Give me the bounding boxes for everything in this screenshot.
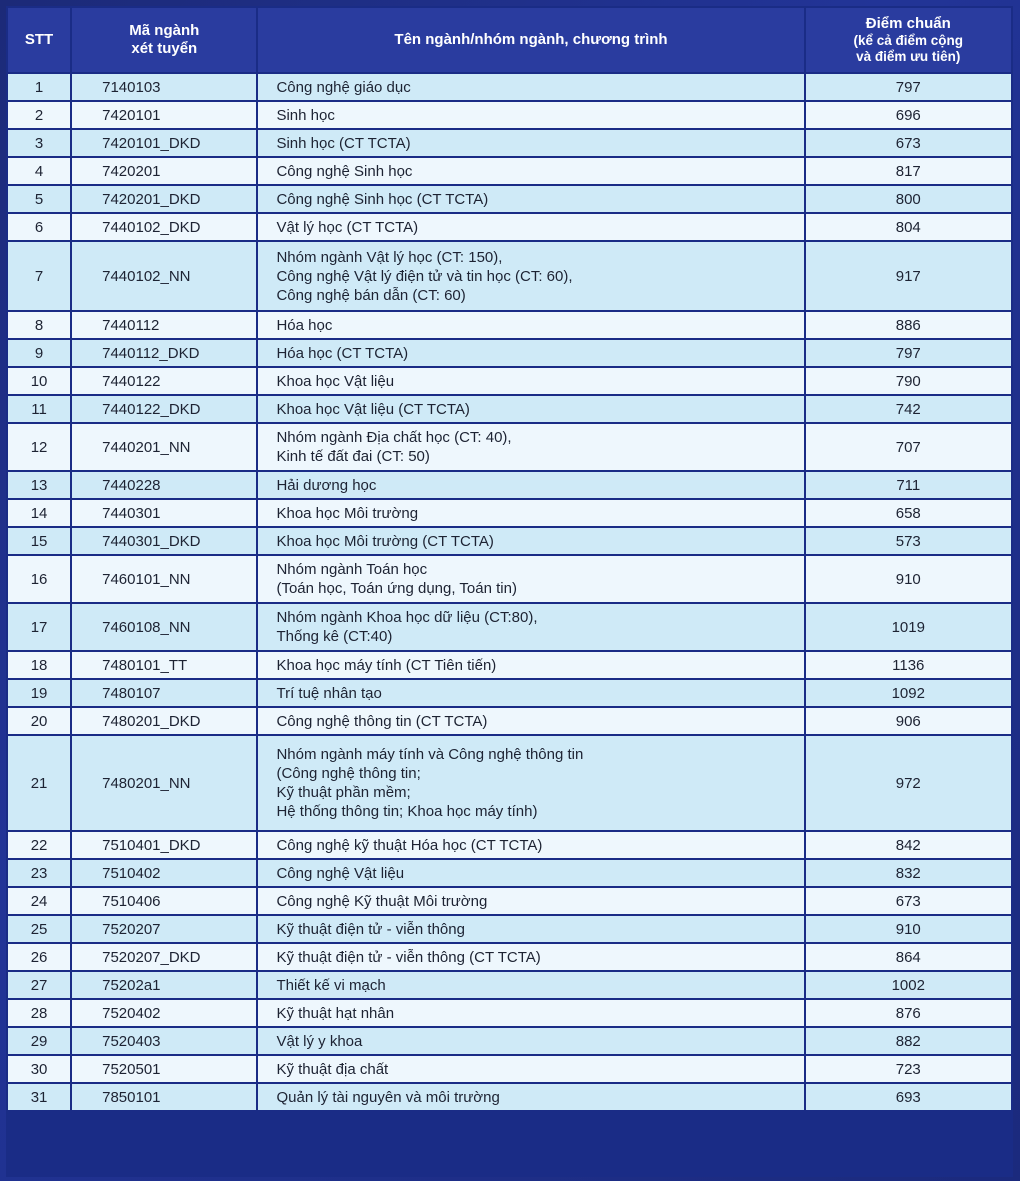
cell-name-line: Công nghệ kỹ thuật Hóa học (CT TCTA) — [276, 836, 543, 854]
cell-stt: 13 — [8, 472, 70, 498]
cell-name — [258, 242, 803, 310]
cell-name — [258, 832, 803, 858]
table-row — [8, 604, 1011, 650]
cell-name — [258, 1084, 803, 1110]
cell-name-line: Khoa học Môi trường — [276, 504, 419, 522]
cell-name — [258, 102, 803, 128]
cell-code: 7440122 — [72, 368, 256, 394]
cell-name — [258, 1056, 803, 1082]
cell-code: 7850101 — [72, 1084, 256, 1110]
table-row — [8, 1000, 1011, 1026]
cell-score: 693 — [806, 1084, 1011, 1110]
cell-code: 7520207_DKD — [72, 944, 256, 970]
cell-score: 742 — [806, 396, 1011, 422]
cell-name-line: Khoa học Vật liệu (CT TCTA) — [276, 400, 470, 418]
cell-name — [258, 158, 803, 184]
header-score-line2: (kể cả điểm cộng — [853, 33, 964, 48]
cell-score: 876 — [806, 1000, 1011, 1026]
cell-stt: 15 — [8, 528, 70, 554]
cell-name — [258, 888, 803, 914]
cell-name-line: Khoa học Môi trường (CT TCTA) — [276, 532, 494, 550]
cell-name-line: Công nghệ bán dẫn (CT: 60) — [276, 286, 466, 304]
admission-score-table — [6, 6, 1013, 1112]
cell-name-line: Nhóm ngành Toán học — [276, 561, 428, 578]
cell-name-line: Thiết kế vi mạch — [276, 976, 386, 994]
cell-score: 673 — [806, 130, 1011, 156]
cell-stt: 24 — [8, 888, 70, 914]
cell-name-line: Hóa học (CT TCTA) — [276, 344, 409, 362]
cell-name — [258, 1000, 803, 1026]
cell-name — [258, 424, 803, 470]
cell-score: 1019 — [806, 604, 1011, 650]
cell-code: 7480101_TT — [72, 652, 256, 678]
table-row — [8, 368, 1011, 394]
cell-score: 832 — [806, 860, 1011, 886]
cell-score: 573 — [806, 528, 1011, 554]
cell-code: 7420201_DKD — [72, 186, 256, 212]
cell-code: 75202a1 — [72, 972, 256, 998]
table-row — [8, 736, 1011, 830]
cell-name — [258, 340, 803, 366]
cell-score: 723 — [806, 1056, 1011, 1082]
cell-score: 910 — [806, 556, 1011, 602]
cell-stt: 6 — [8, 214, 70, 240]
table-row — [8, 74, 1011, 100]
cell-score: 906 — [806, 708, 1011, 734]
cell-code: 7440228 — [72, 472, 256, 498]
cell-code: 7520207 — [72, 916, 256, 942]
cell-stt: 27 — [8, 972, 70, 998]
table-row — [8, 500, 1011, 526]
cell-code: 7440102_NN — [72, 242, 256, 310]
cell-name — [258, 680, 803, 706]
cell-code: 7480201_NN — [72, 736, 256, 830]
cell-stt: 16 — [8, 556, 70, 602]
cell-stt: 21 — [8, 736, 70, 830]
cell-stt: 17 — [8, 604, 70, 650]
cell-code: 7520501 — [72, 1056, 256, 1082]
cell-name-line: (Công nghệ thông tin; — [276, 765, 421, 782]
cell-name-line: Khoa học Vật liệu — [276, 372, 395, 390]
cell-score: 817 — [806, 158, 1011, 184]
cell-score: 696 — [806, 102, 1011, 128]
cell-stt: 26 — [8, 944, 70, 970]
table-row — [8, 472, 1011, 498]
cell-name-line: Hệ thống thông tin; Khoa học máy tính) — [276, 803, 538, 820]
cell-code: 7420201 — [72, 158, 256, 184]
cell-name — [258, 396, 803, 422]
cell-stt: 10 — [8, 368, 70, 394]
cell-name-line: Công nghệ Vật lý điện tử và tin học (CT: 60), — [276, 267, 573, 285]
table-row — [8, 242, 1011, 310]
cell-score: 790 — [806, 368, 1011, 394]
header-code — [72, 8, 256, 72]
cell-stt: 30 — [8, 1056, 70, 1082]
cell-name — [258, 916, 803, 942]
table-row — [8, 102, 1011, 128]
cell-name — [258, 186, 803, 212]
cell-name-line: Nhóm ngành máy tính và Công nghệ thông tin — [276, 746, 584, 763]
table-row — [8, 708, 1011, 734]
table-row — [8, 1084, 1011, 1110]
cell-name-line: Thống kê (CT:40) — [276, 628, 393, 645]
cell-name — [258, 528, 803, 554]
cell-code: 7440122_DKD — [72, 396, 256, 422]
cell-score: 1092 — [806, 680, 1011, 706]
cell-name — [258, 736, 803, 830]
cell-name-line: Khoa học máy tính (CT Tiên tiến) — [276, 656, 497, 674]
cell-name-line: Kỹ thuật hạt nhân — [276, 1004, 395, 1022]
cell-code: 7480201_DKD — [72, 708, 256, 734]
table-row — [8, 396, 1011, 422]
cell-name-line: Trí tuệ nhân tạo — [276, 684, 382, 702]
cell-code: 7440102_DKD — [72, 214, 256, 240]
cell-name — [258, 708, 803, 734]
cell-name-line: Công nghệ Sinh học (CT TCTA) — [276, 190, 489, 208]
cell-stt: 18 — [8, 652, 70, 678]
table-row — [8, 916, 1011, 942]
cell-score: 804 — [806, 214, 1011, 240]
cell-name — [258, 556, 803, 602]
cell-code: 7510406 — [72, 888, 256, 914]
table-row — [8, 652, 1011, 678]
table-body — [8, 74, 1011, 1110]
cell-stt: 1 — [8, 74, 70, 100]
cell-score: 673 — [806, 888, 1011, 914]
cell-code: 7520403 — [72, 1028, 256, 1054]
header-code-line1: Mã ngành — [129, 22, 200, 39]
cell-code: 7420101 — [72, 102, 256, 128]
cell-name-line: Kinh tế đất đai (CT: 50) — [276, 448, 430, 465]
cell-stt: 29 — [8, 1028, 70, 1054]
cell-score: 882 — [806, 1028, 1011, 1054]
cell-name-line: Nhóm ngành Địa chất học (CT: 40), — [276, 429, 512, 446]
cell-code: 7440301_DKD — [72, 528, 256, 554]
cell-code: 7520402 — [72, 1000, 256, 1026]
cell-stt: 22 — [8, 832, 70, 858]
cell-name-line: Công nghệ giáo dục — [276, 78, 411, 96]
cell-stt: 2 — [8, 102, 70, 128]
header-name: Tên ngành/nhóm ngành, chương trình — [258, 8, 803, 72]
table-row — [8, 1056, 1011, 1082]
cell-name-line: Kỹ thuật điện tử - viễn thông — [276, 920, 465, 938]
cell-name-line: Sinh học (CT TCTA) — [276, 134, 411, 152]
cell-stt: 19 — [8, 680, 70, 706]
table-row — [8, 832, 1011, 858]
cell-stt: 14 — [8, 500, 70, 526]
header-code-line2: xét tuyển — [131, 40, 198, 57]
table-row — [8, 130, 1011, 156]
header-stt: STT — [8, 8, 70, 72]
header-score — [806, 8, 1011, 72]
cell-name — [258, 368, 803, 394]
cell-name — [258, 130, 803, 156]
table-row — [8, 214, 1011, 240]
cell-code: 7480107 — [72, 680, 256, 706]
cell-stt: 9 — [8, 340, 70, 366]
cell-name — [258, 972, 803, 998]
cell-code: 7440112 — [72, 312, 256, 338]
table-row — [8, 972, 1011, 998]
cell-code: 7510402 — [72, 860, 256, 886]
table-header — [8, 8, 1011, 72]
cell-name-line: Hóa học — [276, 316, 333, 334]
cell-name — [258, 500, 803, 526]
cell-name-line: Công nghệ Vật liệu — [276, 864, 405, 882]
table-row — [8, 424, 1011, 470]
cell-stt: 7 — [8, 242, 70, 310]
cell-name-line: Vật lý học (CT TCTA) — [276, 218, 419, 236]
cell-stt: 28 — [8, 1000, 70, 1026]
cell-code: 7440112_DKD — [72, 340, 256, 366]
cell-stt: 8 — [8, 312, 70, 338]
cell-score: 910 — [806, 916, 1011, 942]
cell-code: 7140103 — [72, 74, 256, 100]
cell-name — [258, 1028, 803, 1054]
cell-name-line: Nhóm ngành Khoa học dữ liệu (CT:80), — [276, 609, 538, 626]
cell-score: 972 — [806, 736, 1011, 830]
cell-score: 864 — [806, 944, 1011, 970]
cell-name — [258, 604, 803, 650]
cell-code: 7510401_DKD — [72, 832, 256, 858]
cell-code: 7440301 — [72, 500, 256, 526]
cell-stt: 23 — [8, 860, 70, 886]
cell-name — [258, 312, 803, 338]
cell-name — [258, 472, 803, 498]
cell-score: 711 — [806, 472, 1011, 498]
cell-stt: 25 — [8, 916, 70, 942]
cell-name — [258, 652, 803, 678]
cell-score: 842 — [806, 832, 1011, 858]
cell-code: 7460108_NN — [72, 604, 256, 650]
table-row — [8, 860, 1011, 886]
table-row — [8, 680, 1011, 706]
cell-score: 917 — [806, 242, 1011, 310]
cell-stt: 12 — [8, 424, 70, 470]
header-score-line3: và điểm ưu tiên) — [856, 49, 961, 64]
cell-name — [258, 860, 803, 886]
cell-name-line: Công nghệ Kỹ thuật Môi trường — [276, 892, 488, 910]
cell-stt: 20 — [8, 708, 70, 734]
table-frame — [6, 6, 1013, 1177]
cell-score: 800 — [806, 186, 1011, 212]
cell-name — [258, 74, 803, 100]
cell-name — [258, 214, 803, 240]
cell-code: 7440201_NN — [72, 424, 256, 470]
cell-stt: 4 — [8, 158, 70, 184]
cell-name-line: Sinh học — [276, 106, 335, 124]
cell-name-line: Quản lý tài nguyên và môi trường — [276, 1088, 500, 1106]
table-row — [8, 312, 1011, 338]
cell-stt: 3 — [8, 130, 70, 156]
table-row — [8, 556, 1011, 602]
table-row — [8, 186, 1011, 212]
cell-score: 1136 — [806, 652, 1011, 678]
table-row — [8, 888, 1011, 914]
cell-code: 7420101_DKD — [72, 130, 256, 156]
table-row — [8, 1028, 1011, 1054]
table-row — [8, 944, 1011, 970]
cell-stt: 11 — [8, 396, 70, 422]
header-row — [8, 8, 1011, 72]
table-row — [8, 340, 1011, 366]
cell-name — [258, 944, 803, 970]
cell-name-line: Kỹ thuật điện tử - viễn thông (CT TCTA) — [276, 948, 541, 966]
header-score-line1: Điểm chuẩn — [865, 15, 951, 32]
cell-name-line: Kỹ thuật địa chất — [276, 1060, 389, 1078]
cell-score: 707 — [806, 424, 1011, 470]
cell-code: 7460101_NN — [72, 556, 256, 602]
cell-name-line: Vật lý y khoa — [276, 1032, 363, 1050]
cell-name-line: Nhóm ngành Vật lý học (CT: 150), — [276, 248, 503, 266]
cell-score: 797 — [806, 74, 1011, 100]
table-row — [8, 158, 1011, 184]
cell-name-line: Hải dương học — [276, 476, 377, 494]
cell-name-line: (Toán học, Toán ứng dụng, Toán tin) — [276, 580, 517, 597]
cell-stt: 31 — [8, 1084, 70, 1110]
cell-name-line: Công nghệ thông tin (CT TCTA) — [276, 712, 488, 730]
cell-stt: 5 — [8, 186, 70, 212]
cell-score: 1002 — [806, 972, 1011, 998]
cell-name-line: Kỹ thuật phần mềm; — [276, 784, 411, 801]
cell-score: 658 — [806, 500, 1011, 526]
cell-score: 886 — [806, 312, 1011, 338]
cell-score: 797 — [806, 340, 1011, 366]
cell-name-line: Công nghệ Sinh học — [276, 162, 413, 180]
table-row — [8, 528, 1011, 554]
